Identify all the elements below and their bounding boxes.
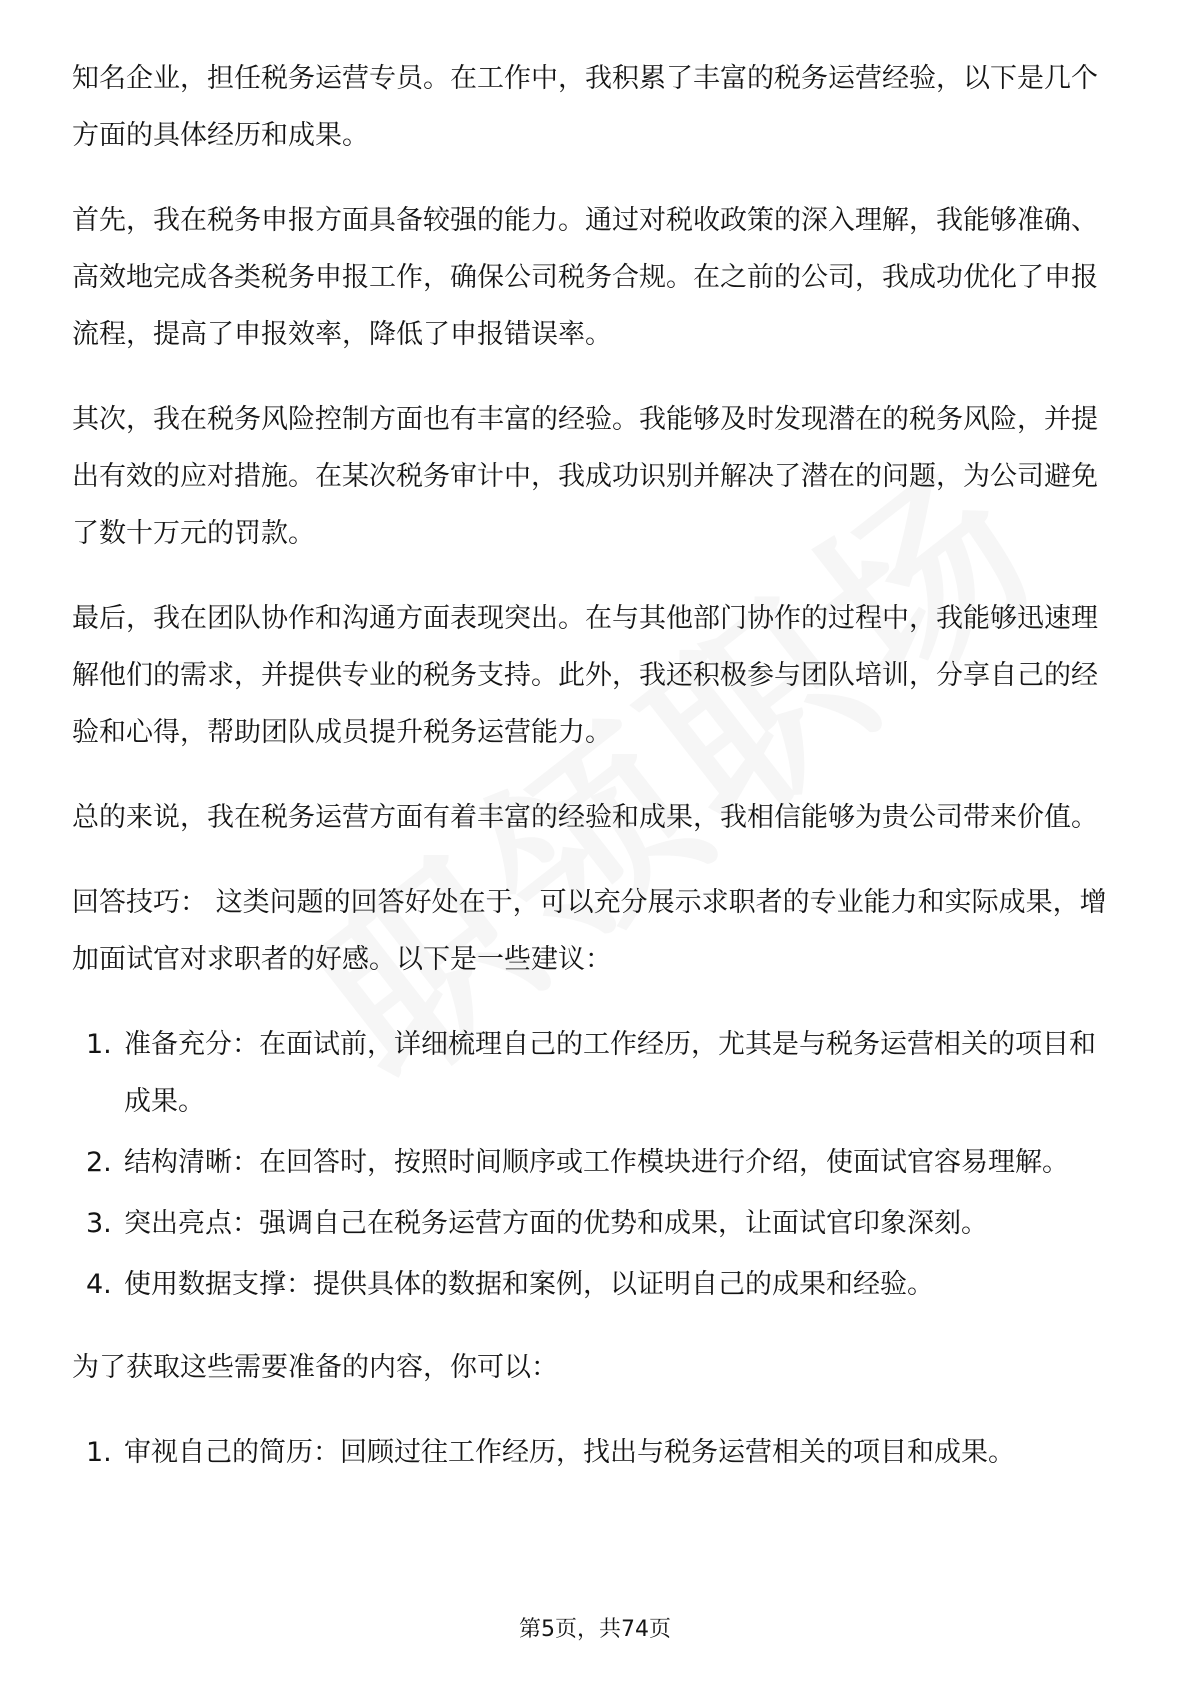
prep-list — [72, 1424, 1122, 1481]
list-number: 4. — [86, 1269, 112, 1300]
list-number: 3. — [86, 1208, 112, 1239]
paragraph-answer-tips: 回答技巧： 这类问题的回答好处在于，可以充分展示求职者的专业能力和实际成果，增加面试官对求职者的好感。以下是一些建议： — [72, 887, 1107, 975]
tips-list — [72, 1016, 1122, 1313]
paragraph-teamwork: 最后，我在团队协作和沟通方面表现突出。在与其他部门协作的过程中，我能够迅速理解他们的需求，并提供专业的税务支持。此外，我还积极参与团队培训，分享自己的经验和心得，帮助团队成员提升税务运营能力。 — [72, 603, 1098, 748]
list-item — [72, 1195, 1122, 1252]
list-text: 结构清晰：在回答时，按照时间顺序或工作模块进行介绍，使面试官容易理解。 — [124, 1147, 1069, 1178]
list-number: 1. — [86, 1029, 112, 1060]
list-item — [72, 1424, 1122, 1481]
document-body — [72, 50, 1122, 1507]
list-number: 1. — [86, 1437, 112, 1468]
paragraph-tax-filing: 首先，我在税务申报方面具备较强的能力。通过对税收政策的深入理解，我能够准确、高效地完成各类税务申报工作，确保公司税务合规。在之前的公司，我成功优化了申报流程，提高了申报效率，降低了申报错误率。 — [72, 205, 1098, 350]
paragraph-preparation: 为了获取这些需要准备的内容，你可以： — [72, 1352, 558, 1383]
list-text: 突出亮点：强调自己在税务运营方面的优势和成果，让面试官印象深刻。 — [124, 1208, 988, 1239]
list-text: 使用数据支撑：提供具体的数据和案例，以证明自己的成果和经验。 — [124, 1269, 934, 1300]
list-number: 2. — [86, 1147, 112, 1178]
paragraph-risk-control: 其次，我在税务风险控制方面也有丰富的经验。我能够及时发现潜在的税务风险，并提出有效的应对措施。在某次税务审计中，我成功识别并解决了潜在的问题，为公司避免了数十万元的罚款。 — [72, 404, 1098, 549]
paragraph-intro: 知名企业，担任税务运营专员。在工作中，我积累了丰富的税务运营经验，以下是几个方面的具体经历和成果。 — [72, 63, 1098, 151]
paragraph-summary: 总的来说，我在税务运营方面有着丰富的经验和成果，我相信能够为贵公司带来价值。 — [72, 802, 1098, 833]
list-item — [72, 1256, 1122, 1313]
page-footer: 第5页，共74页 — [519, 1617, 671, 1642]
list-text: 审视自己的简历：回顾过往工作经历，找出与税务运营相关的项目和成果。 — [124, 1437, 1015, 1468]
list-item — [72, 1016, 1122, 1130]
list-text: 准备充分：在面试前，详细梳理自己的工作经历，尤其是与税务运营相关的项目和成果。 — [124, 1029, 1096, 1117]
list-item — [72, 1134, 1122, 1191]
